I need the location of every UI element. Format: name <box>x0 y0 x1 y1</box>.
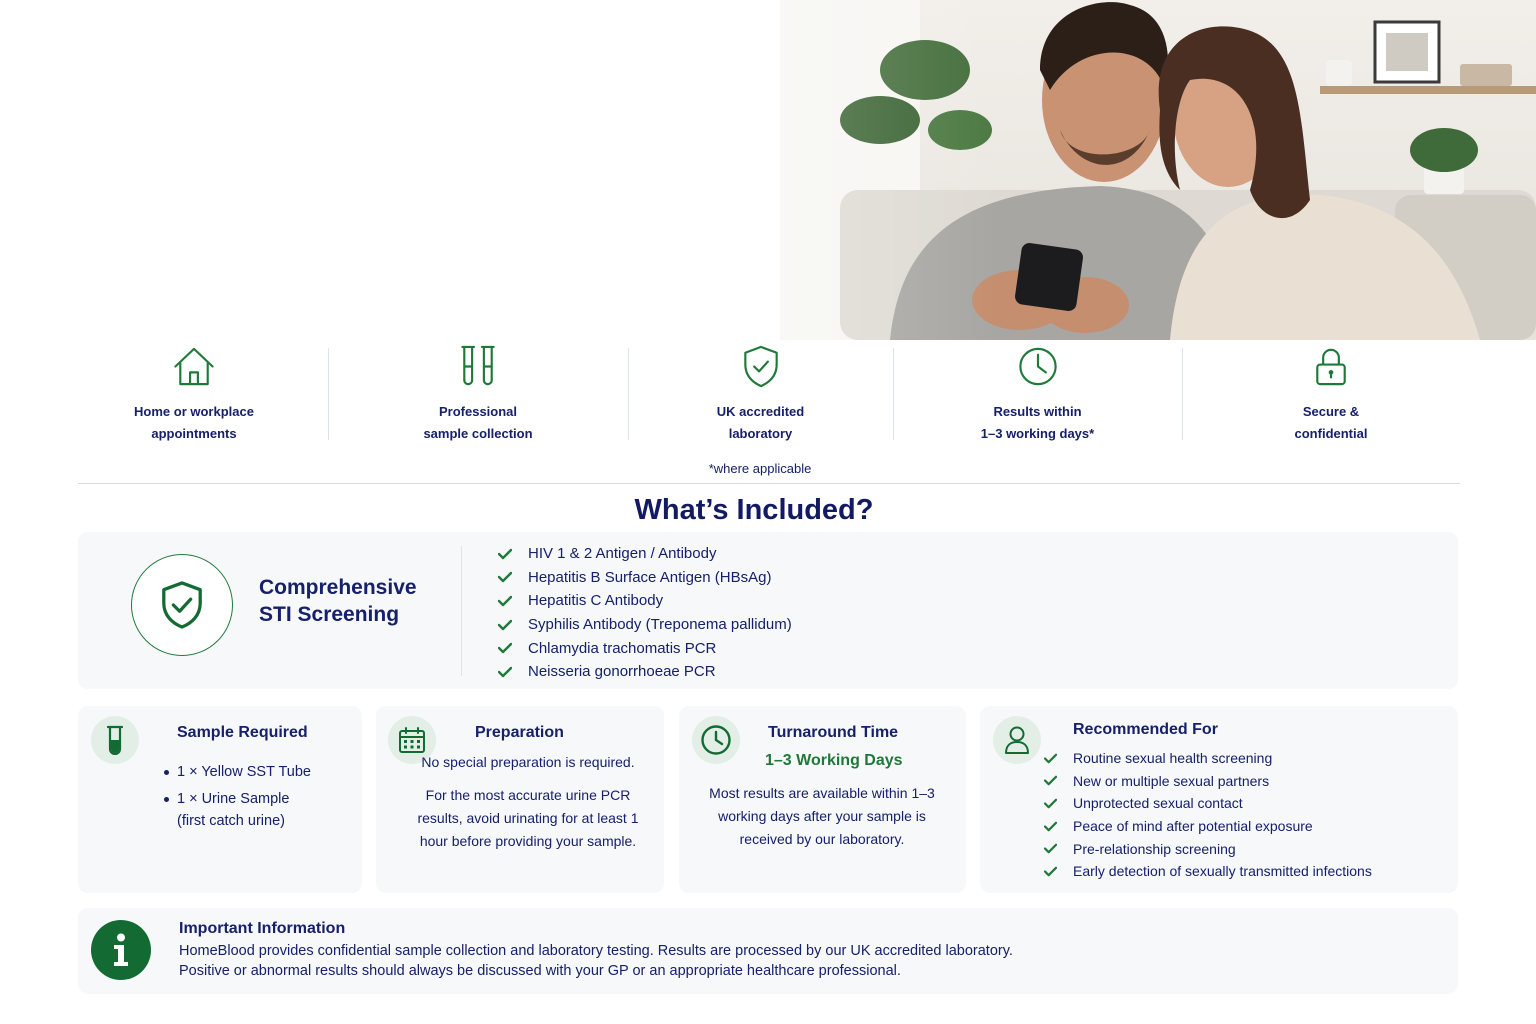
shield-badge <box>131 554 233 656</box>
feature-home-appointments <box>60 340 328 445</box>
info-text: HomeBlood provides confidential sample collection and laboratory testing. Results are processed by our UK accredited laboratory. Positive or abnormal results should always be discussed with your GP or an appropriate healthcare professional. <box>179 943 1013 979</box>
icon-circle <box>692 716 740 764</box>
feature-label: Home or workplace appointments <box>134 404 254 441</box>
sample-list <box>164 761 311 832</box>
feature-sample-collection <box>328 340 628 445</box>
checkmark-icon <box>498 571 512 583</box>
icon-circle <box>91 716 139 764</box>
feature-secure <box>1182 340 1480 445</box>
list-item: Unprotected sexual contact <box>1044 792 1372 815</box>
important-info-panel <box>78 908 1458 994</box>
checkmark-icon <box>1044 798 1057 809</box>
divider <box>461 546 462 676</box>
test-tubes-icon <box>454 343 502 390</box>
icon-circle <box>993 716 1041 764</box>
hero-photo-couple <box>0 0 1536 340</box>
test-tube-icon <box>104 725 126 755</box>
list-item: Neisseria gonorrhoeae PCR <box>498 660 792 684</box>
sample-required-card <box>78 706 362 893</box>
shield-check-icon <box>737 343 785 390</box>
house-icon <box>170 343 218 390</box>
card-title: Recommended For <box>1073 721 1218 738</box>
feature-label: Professional sample collection <box>423 404 533 441</box>
checkmark-icon <box>1044 753 1057 764</box>
checkmark-icon <box>498 619 512 631</box>
checkmark-icon <box>1044 843 1057 854</box>
checkmark-icon <box>498 595 512 607</box>
list-item: Hepatitis C Antibody <box>498 589 792 613</box>
list-item: New or multiple sexual partners <box>1044 770 1372 793</box>
list-item: Peace of mind after potential exposure <box>1044 815 1372 838</box>
hero-banner <box>0 0 1536 340</box>
clock-icon <box>700 724 732 756</box>
turnaround-detail: Most results are available within 1–3 working days after your sample is received by our laboratory. <box>709 785 935 847</box>
shield-check-icon <box>159 580 205 630</box>
preparation-card <box>376 706 664 893</box>
list-item: 1 × Urine Sample (first catch urine) <box>164 788 311 832</box>
preparation-detail: For the most accurate urine PCR results, avoid urinating for at least 1 hour before providing your sample. <box>417 787 639 849</box>
info-title: Important Information <box>179 920 346 937</box>
padlock-icon <box>1307 343 1355 390</box>
included-panel <box>78 532 1458 689</box>
checkmark-icon <box>1044 821 1057 832</box>
feature-results-time <box>893 340 1182 445</box>
list-item: 1 × Yellow SST Tube <box>164 761 311 783</box>
page-title: What’s Included? <box>634 494 874 526</box>
feature-label: UK accredited laboratory <box>716 404 805 441</box>
recommended-list <box>1044 747 1372 883</box>
recommended-card <box>980 706 1458 893</box>
footnote: *where applicable <box>708 461 812 476</box>
clock-icon <box>1014 343 1062 390</box>
info-glyph <box>111 933 131 967</box>
checkmark-icon <box>498 548 512 560</box>
feature-uk-accredited <box>628 340 893 445</box>
checkmark-icon <box>1044 775 1057 786</box>
list-item: Early detection of sexually transmitted infections <box>1044 860 1372 883</box>
info-icon <box>91 920 151 980</box>
feature-strip <box>60 340 1480 445</box>
turnaround-value: 1–3 Working Days <box>765 752 903 769</box>
card-title: Sample Required <box>177 724 308 741</box>
person-icon <box>1003 725 1031 755</box>
calendar-icon <box>398 726 426 754</box>
card-title: Turnaround Time <box>768 724 899 741</box>
checkmark-icon <box>1044 866 1057 877</box>
divider <box>78 483 1460 484</box>
card-title: Preparation <box>475 724 564 741</box>
list-item: Syphilis Antibody (Treponema pallidum) <box>498 613 792 637</box>
turnaround-card <box>679 706 966 893</box>
included-title: Comprehensive STI Screening <box>259 576 417 626</box>
list-item: HIV 1 & 2 Antigen / Antibody <box>498 542 792 566</box>
list-item: Chlamydia trachomatis PCR <box>498 636 792 660</box>
included-test-list <box>498 542 792 684</box>
checkmark-icon <box>498 642 512 654</box>
checkmark-icon <box>498 666 512 678</box>
list-item: Routine sexual health screening <box>1044 747 1372 770</box>
list-item: Pre-relationship screening <box>1044 837 1372 860</box>
list-item: Hepatitis B Surface Antigen (HBsAg) <box>498 566 792 590</box>
feature-label: Results within 1–3 working days* <box>980 404 1095 441</box>
preparation-note: No special preparation is required. <box>421 754 635 770</box>
feature-label: Secure & confidential <box>1294 404 1368 441</box>
